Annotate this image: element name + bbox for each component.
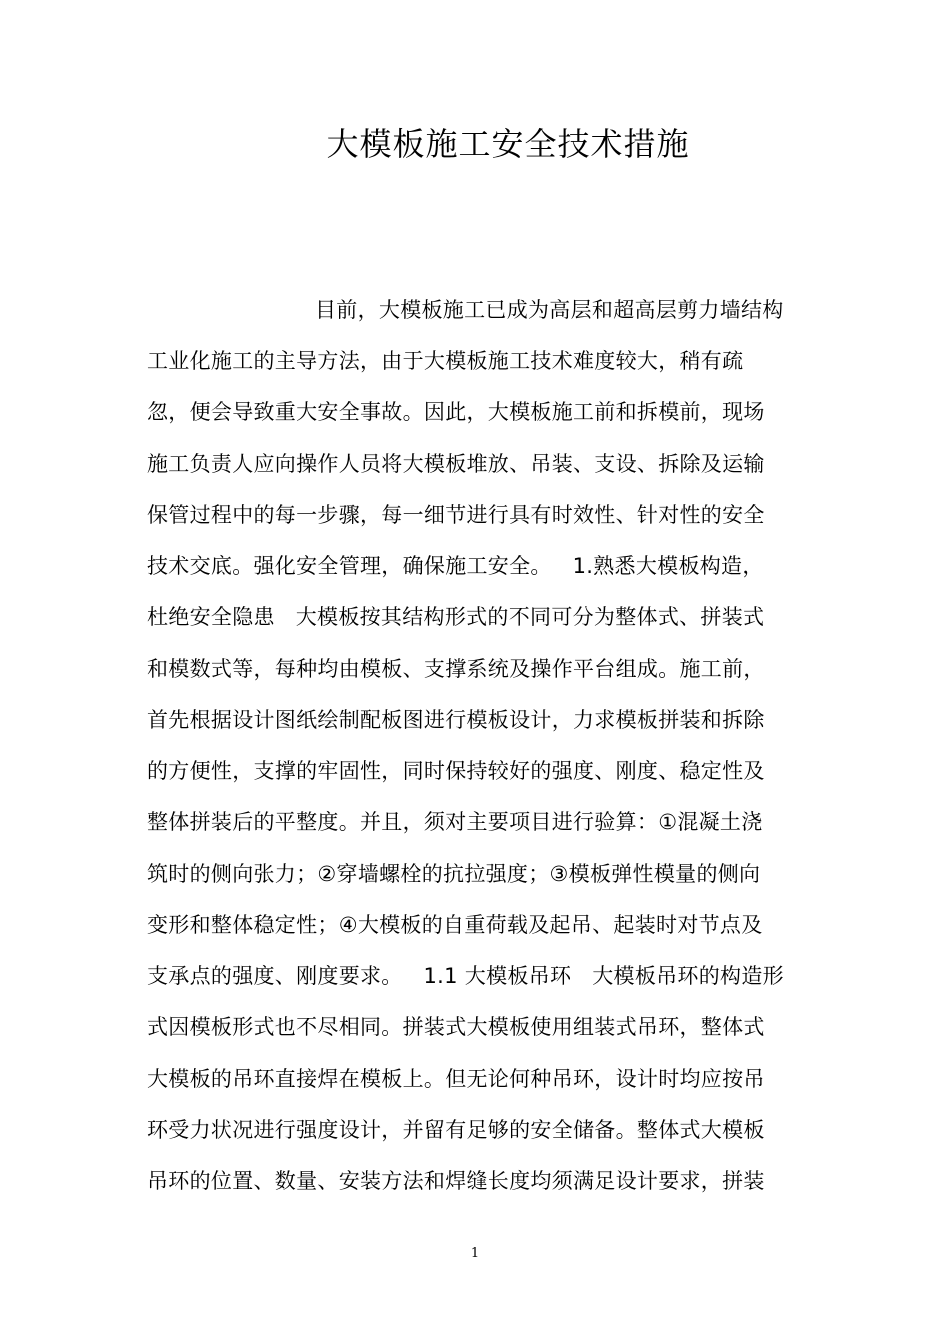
text-line: 支承点的强度、刚度要求。 1.1 大模板吊环 大模板吊环的构造形: [147, 964, 784, 988]
text-line: 大模板的吊环直接焊在模板上。但无论何种吊环，设计时均应按吊: [147, 1067, 765, 1091]
text-line: 式因模板形式也不尽相同。拼装式大模板使用组装式吊环，整体式: [147, 1015, 765, 1039]
document-title: 大模板施工安全技术措施: [326, 125, 690, 163]
text-line: 忽，便会导致重大安全事故。因此，大模板施工前和拆模前，现场: [147, 400, 765, 424]
text-line: 杜绝安全隐患 大模板按其结构形式的不同可分为整体式、拼装式: [147, 605, 765, 629]
page-number: 1: [470, 1246, 480, 1261]
text-line: 变形和整体稳定性；④大模板的自重荷载及起吊、起装时对节点及: [147, 913, 763, 937]
text-line: 技术交底。强化安全管理，确保施工安全。 1.熟悉大模板构造，: [147, 554, 764, 578]
text-line: 目前，大模板施工已成为高层和超高层剪力墙结构: [315, 298, 784, 322]
text-line: 吊环的位置、数量、安装方法和焊缝长度均须满足设计要求，拼装: [147, 1169, 765, 1193]
text-line: 工业化施工的主导方法，由于大模板施工技术难度较大，稍有疏: [147, 349, 744, 373]
text-line: 的方便性，支撑的牢固性，同时保持较好的强度、刚度、稳定性及: [147, 759, 765, 783]
text-line: 整体拼装后的平整度。并且，须对主要项目进行验算：①混凝土浇: [147, 810, 763, 834]
text-line: 环受力状况进行强度设计，并留有足够的安全储备。整体式大模板: [147, 1118, 765, 1142]
text-line: 和模数式等，每种均由模板、支撑系统及操作平台组成。施工前，: [147, 657, 765, 681]
text-line: 首先根据设计图纸绘制配板图进行模板设计，力求模板拼装和拆除: [147, 708, 765, 732]
text-line: 筑时的侧向张力；②穿墙螺栓的抗拉强度；③模板弹性模量的侧向: [147, 862, 761, 886]
text-line: 施工负责人应向操作人员将大模板堆放、吊装、支设、拆除及运输: [147, 452, 765, 476]
text-line: 保管过程中的每一步骤，每一细节进行具有时效性、针对性的安全: [147, 503, 765, 527]
